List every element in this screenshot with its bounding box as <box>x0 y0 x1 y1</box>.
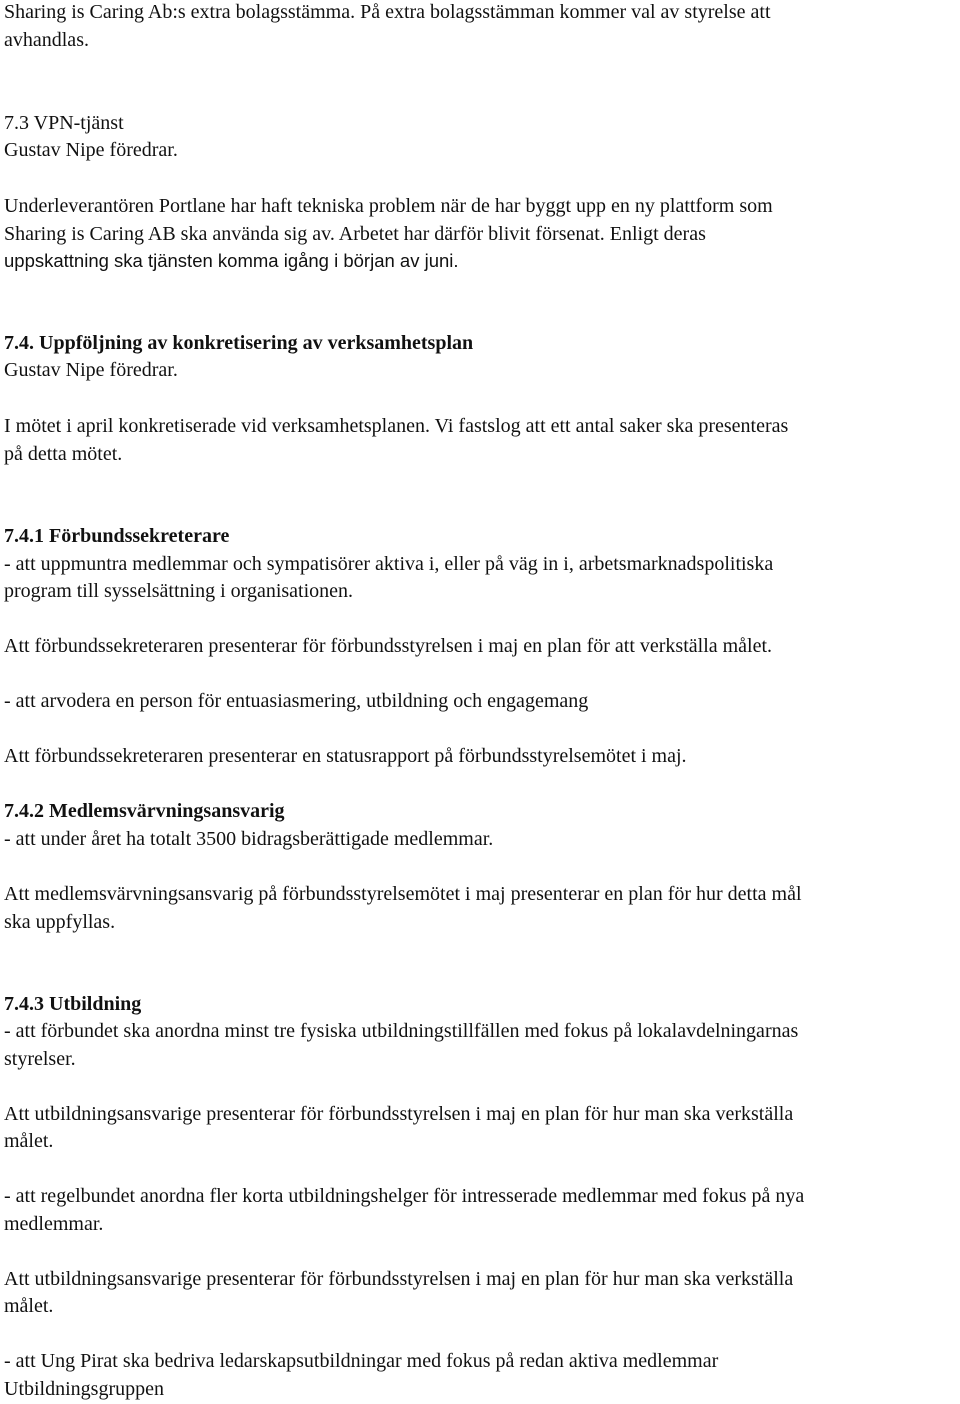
vpn-line-2 <box>4 222 706 246</box>
secretary-goal-1-line-2: program till sysselsättning i organisationen. <box>4 580 354 602</box>
section-heading-vpn: 7.3 VPN-tjänst <box>4 112 124 134</box>
section-heading-education: 7.4.3 Utbildning <box>4 993 142 1015</box>
education-group: Utbildningsgruppen <box>4 1378 164 1400</box>
membership-action-1-line-1: Att medlemsvärvningsansvarig på förbundsstyrelsemötet i maj presenterar en plan för hur detta mål <box>4 883 802 905</box>
education-action-1-line-1: Att utbildningsansvarige presenterar för förbundsstyrelsen i maj en plan för hur man ska verkställa <box>4 1103 794 1125</box>
followup-presenter: Gustav Nipe föredrar. <box>4 359 178 381</box>
membership-action-1-line-2: ska uppfyllas. <box>4 911 116 933</box>
secretary-goal-2: - att arvodera en person för entuasiasmering, utbildning och engagemang <box>4 690 589 712</box>
education-action-2-line-1: Att utbildningsansvarige presenterar för förbundsstyrelsen i maj en plan för hur man ska verkställa <box>4 1268 794 1290</box>
education-goal-2-line-2: medlemmar. <box>4 1213 104 1235</box>
secretary-action-1: Att förbundssekreteraren presenterar för förbundsstyrelsen i maj en plan för att verkställa målet. <box>4 635 773 657</box>
document-page <box>4 0 956 1404</box>
intro-line-2: avhandlas. <box>4 29 89 51</box>
education-goal-2-line-1: - att regelbundet anordna fler korta utbildningshelger för intresserade medlemmar med fokus på nya <box>4 1185 805 1207</box>
education-goal-1-line-2: styrelser. <box>4 1048 76 1070</box>
section-heading-secretary: 7.4.1 Förbundssekreterare <box>4 525 230 547</box>
followup-line-2: på detta mötet. <box>4 443 123 465</box>
education-goal-3: - att Ung Pirat ska bedriva ledarskapsutbildningar med fokus på redan aktiva medlemmar <box>4 1350 719 1372</box>
section-heading-followup: 7.4. Uppföljning av konkretisering av verksamhetsplan <box>4 332 474 354</box>
education-action-2-line-2: målet. <box>4 1295 54 1317</box>
vpn-line-2-text: Sharing is Caring AB ska använda sig av. Arbetet har därför blivit försenat. Enligt deras <box>4 223 706 245</box>
followup-line-1: I mötet i april konkretiserade vid verksamhetsplanen. Vi fastslog att ett antal saker ska presenteras <box>4 415 789 437</box>
education-action-1-line-2: målet. <box>4 1130 54 1152</box>
vpn-line-1: Underleverantören Portlane har haft tekniska problem när de har byggt upp en ny plattform som <box>4 195 773 217</box>
secretary-action-2: Att förbundssekreteraren presenterar en statusrapport på förbundsstyrelsemötet i maj. <box>4 745 687 767</box>
intro-line-1: Sharing is Caring Ab:s extra bolagsstämma. På extra bolagsstämman kommer val av styrelse att <box>4 1 771 23</box>
education-goal-1-line-1: - att förbundet ska anordna minst tre fysiska utbildningstillfällen med fokus på lokalavdelningarnas <box>4 1020 799 1042</box>
membership-goal-1: - att under året ha totalt 3500 bidragsberättigade medlemmar. <box>4 828 494 850</box>
vpn-presenter: Gustav Nipe föredrar. <box>4 139 178 161</box>
secretary-goal-1-line-1: - att uppmuntra medlemmar och sympatisörer aktiva i, eller på väg in i, arbetsmarknadspolitiska <box>4 553 774 575</box>
section-heading-membership: 7.4.2 Medlemsvärvningsansvarig <box>4 800 285 822</box>
vpn-line-3: uppskattning ska tjänsten komma igång i början av juni. <box>4 250 459 271</box>
